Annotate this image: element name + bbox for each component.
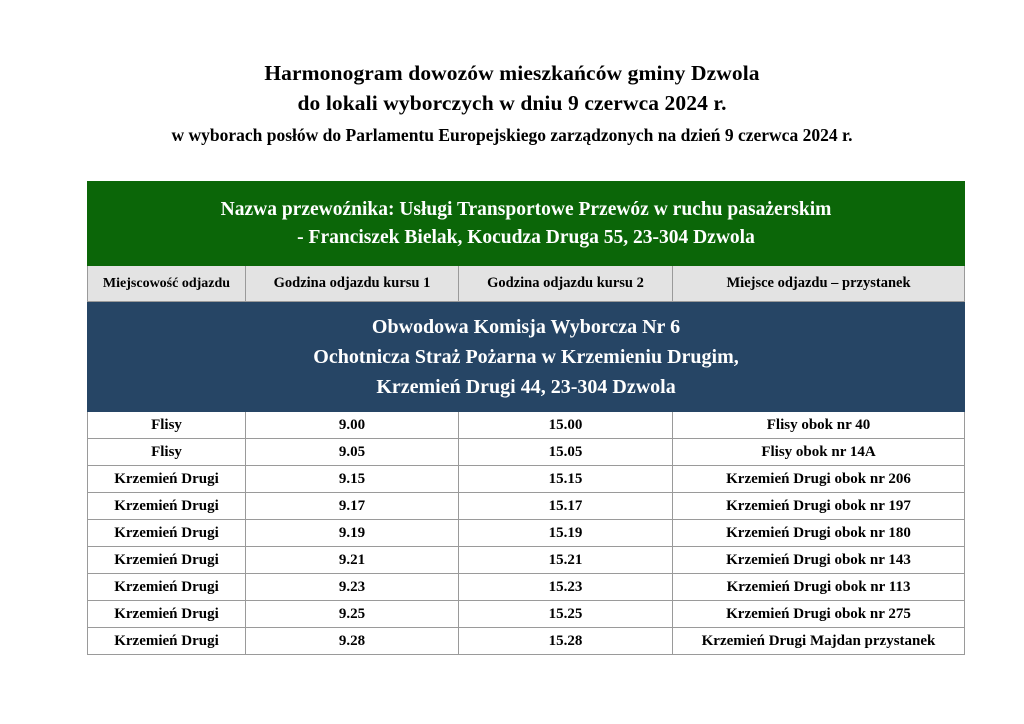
column-header-locality: Miejscowość odjazdu: [88, 266, 246, 302]
commission-address-line: Krzemień Drugi 44, 23-304 Dzwola: [376, 376, 676, 398]
cell-locality: Krzemień Drugi: [88, 493, 246, 520]
cell-stop: Flisy obok nr 40: [673, 412, 965, 439]
commission-venue-line: Ochotnicza Straż Pożarna w Krzemieniu Drugim,: [313, 346, 739, 368]
cell-course-1: 9.28: [246, 628, 459, 655]
table-row: [88, 628, 965, 655]
carrier-band-cell: [88, 182, 965, 266]
cell-course-2: 15.19: [459, 520, 673, 547]
cell-locality: Krzemień Drugi: [88, 466, 246, 493]
cell-course-2: 15.28: [459, 628, 673, 655]
commission-band-row: [88, 302, 965, 412]
schedule-table-body: [88, 182, 965, 655]
table-row: [88, 547, 965, 574]
schedule-table: [87, 181, 965, 655]
cell-course-1: 9.00: [246, 412, 459, 439]
cell-stop: Krzemień Drugi Majdan przystanek: [673, 628, 965, 655]
cell-stop: Krzemień Drugi obok nr 180: [673, 520, 965, 547]
page-title-line-2: do lokali wyborczych w dniu 9 czerwca 2024 r.: [297, 91, 727, 115]
cell-course-2: 15.21: [459, 547, 673, 574]
document-title-block: [0, 58, 1024, 150]
cell-course-2: 15.05: [459, 439, 673, 466]
carrier-band-row: [88, 182, 965, 266]
table-row: [88, 520, 965, 547]
cell-course-1: 9.17: [246, 493, 459, 520]
cell-stop: Flisy obok nr 14A: [673, 439, 965, 466]
carrier-address-line: - Franciszek Bielak, Kocudza Druga 55, 23-304 Dzwola: [297, 227, 755, 248]
page-subtitle: w wyborach posłów do Parlamentu Europejskiego zarządzonych na dzień 9 czerwca 2024 r.: [171, 125, 853, 145]
cell-locality: Krzemień Drugi: [88, 601, 246, 628]
cell-course-2: 15.25: [459, 601, 673, 628]
cell-locality: Flisy: [88, 439, 246, 466]
commission-band-cell: [88, 302, 965, 412]
cell-stop: Krzemień Drugi obok nr 206: [673, 466, 965, 493]
cell-locality: Flisy: [88, 412, 246, 439]
cell-locality: Krzemień Drugi: [88, 520, 246, 547]
cell-locality: Krzemień Drugi: [88, 547, 246, 574]
cell-course-2: 15.23: [459, 574, 673, 601]
cell-course-1: 9.21: [246, 547, 459, 574]
page-title-line-1: Harmonogram dowozów mieszkańców gminy Dzwola: [264, 61, 760, 85]
cell-stop: Krzemień Drugi obok nr 275: [673, 601, 965, 628]
cell-locality: Krzemień Drugi: [88, 628, 246, 655]
cell-stop: Krzemień Drugi obok nr 197: [673, 493, 965, 520]
column-header-stop: Miejsce odjazdu – przystanek: [673, 266, 965, 302]
table-row: [88, 466, 965, 493]
table-row: [88, 412, 965, 439]
column-header-course-1: Godzina odjazdu kursu 1: [246, 266, 459, 302]
column-header-row: [88, 266, 965, 302]
cell-course-1: 9.05: [246, 439, 459, 466]
table-row: [88, 601, 965, 628]
table-row: [88, 439, 965, 466]
cell-course-1: 9.23: [246, 574, 459, 601]
cell-course-1: 9.19: [246, 520, 459, 547]
cell-course-2: 15.00: [459, 412, 673, 439]
table-row: [88, 574, 965, 601]
carrier-name-line: Nazwa przewoźnika: Usługi Transportowe Przewóz w ruchu pasażerskim: [220, 199, 832, 220]
cell-course-2: 15.15: [459, 466, 673, 493]
cell-stop: Krzemień Drugi obok nr 113: [673, 574, 965, 601]
table-row: [88, 493, 965, 520]
column-header-course-2: Godzina odjazdu kursu 2: [459, 266, 673, 302]
cell-course-1: 9.15: [246, 466, 459, 493]
cell-course-1: 9.25: [246, 601, 459, 628]
cell-locality: Krzemień Drugi: [88, 574, 246, 601]
cell-course-2: 15.17: [459, 493, 673, 520]
cell-stop: Krzemień Drugi obok nr 143: [673, 547, 965, 574]
commission-number-line: Obwodowa Komisja Wyborcza Nr 6: [371, 316, 681, 338]
